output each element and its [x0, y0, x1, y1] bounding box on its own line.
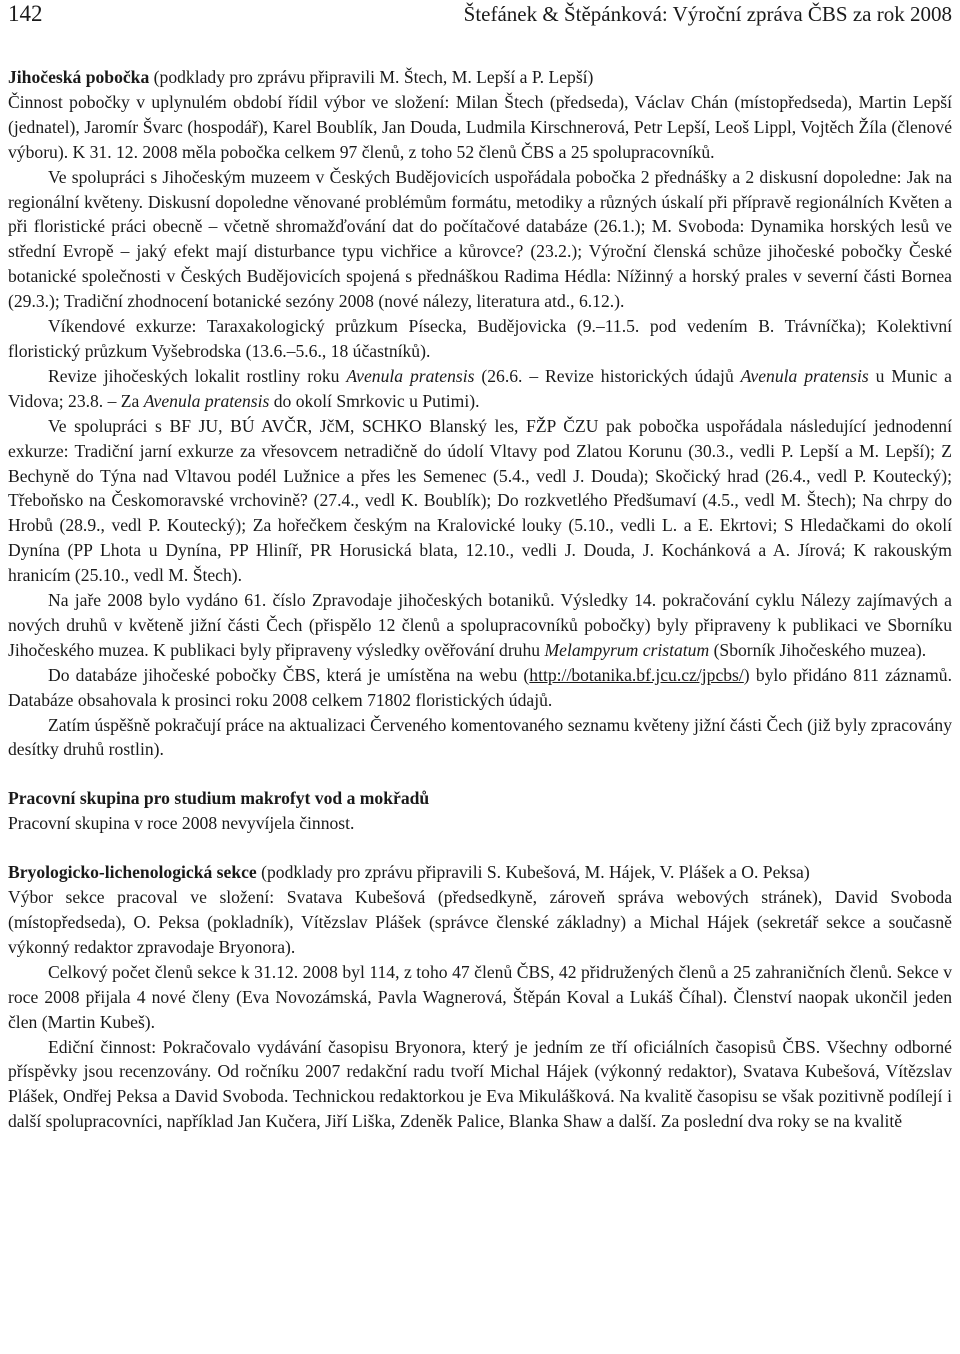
section-makrofyta [8, 786, 952, 836]
text-run: Do databáze jihočeské pobočky ČBS, která je umístěna na webu ( [48, 664, 530, 685]
paragraph: Ve spolupráci s BF JU, BÚ AVČR, JčM, SCHKO Blanský les, FŽP ČZU pak pobočka uspořádala následující jednodenní exkurze: Tradiční jarní exkurze za vřesovcem netradičně do údolí Vltavy pod Zlatou Korunu (30.3., vedli P. Lepší a M. Lepší); Z Bechyně do Týna nad Vltavou podél Lužnice a přes les Semenec (5.4., vedl J. Douda); Skočický hrad (26.4., vedl P. Koutecký); Třeboňsko na Českomoravské vrchovině? (27.4., vedl K. Boublík); Do rozkvetlého Předšumaví (4.5., vedl M. Štech); Na chrpy do Hrobů (28.9., vedl P. Koutecký); Za hořečkem českým na Kralovické louky (5.10., vedli L. a E. Ekrtovi; S Hledačkami do okolí Dynína (PP Lhota u Dynína, PP Hliníř, PR Horusická blata, 12.10., vedli J. Douda, J. Kochánková a A. Jírová; K rakouským hranicím (25.10., vedl M. Štech). [8, 415, 952, 586]
text-run: (26.6. – Revize historických údajů [474, 365, 741, 386]
running-header [8, 0, 952, 28]
paragraph: Pracovní skupina v roce 2008 nevyvíjela činnost. [8, 813, 355, 834]
section-heading: Jihočeská pobočka [8, 67, 150, 87]
paragraph [8, 588, 952, 663]
database-url-link[interactable]: http://botanika.bf.jcu.cz/jpcbs/ [529, 664, 744, 685]
section-heading-note: (podklady pro zprávu připravili M. Štech, M. Lepší a P. Lepší) [149, 67, 594, 87]
species-name: Melampyrum cristatum [544, 639, 710, 660]
section-heading: Bryologicko-lichenologická sekce [8, 862, 257, 883]
species-name: Avenula pratensis [740, 365, 869, 386]
section-bryo [8, 860, 952, 1134]
section-heading-paragraph [8, 65, 952, 90]
page-number: 142 [8, 1, 43, 26]
text-run: Na jaře 2008 bylo vydáno 61. číslo Zpravodaje jihočeských botaniků. Výsledky 14. pokračování cyklu Nálezy zajímavých a nových druhů v květeně jižní části Čech (přispělo 12 členů a spolupracovníků pobočky) byly připraveny k publikaci ve Sborníku Jihočeského muzea. K publikaci byly připraveny výsledky ověřování druhu [8, 590, 952, 660]
text-run: (Sborník Jihočeského muzea). [709, 639, 927, 660]
page-content [8, 65, 952, 1134]
text-run: ) bylo přidáno 811 záznamů. Databáze obsahovala k prosinci roku 2008 celkem 71802 floristických údajů. [8, 664, 952, 710]
section-heading-paragraph [8, 860, 952, 885]
section-heading-paragraph [8, 786, 952, 811]
paragraph: Ve spolupráci s Jihočeským muzeem v Českých Budějovicích uspořádala pobočka 2 přednášky a 2 diskusní dopoledne: Jak na regionální květeny. Diskusní dopoledne věnované problémům formátu, metodiky a různých úskalí při přípravě regionálních Květen a při floristické práci obecně – včetně shromažďování dat do počítačové databáze (26.1.); M. Svoboda: Dynamika horských lesů ve střední Evropě – jaký efekt mají disturbance typu vichřice a kůrovce? (23.2.); Výroční členská schůze jihočeské pobočky České botanické společnosti v Českých Budějovicích spojená s přednáškou Radima Hédla: Nížinný a horský prales v severní části Bornea (29.3.); Tradiční zhodnocení botanické sezóny 2008 (nové nálezy, literatura atd., 6.12.). [8, 166, 952, 312]
paragraph: Výbor sekce pracoval ve složení: Svatava Kubešová (předsedkyně, zároveň správa webových stránek), David Svoboda (místopředseda), O. Peksa (pokladník), Vítězslav Plášek (správce členské základny) a Michal Hájek (sekretář sekce a současně výkonný redaktor zpravodaje Bryonora). [8, 887, 952, 957]
text-run: Revize jihočeských lokalit rostliny roku [48, 365, 347, 386]
paragraph [8, 663, 952, 713]
species-name: Avenula pratensis [346, 365, 475, 386]
section-heading-note: (podklady pro zprávu připravili S. Kubešová, M. Hájek, V. Plášek a O. Peksa) [256, 862, 810, 883]
paragraph [8, 364, 952, 414]
paragraph: Celkový počet členů sekce k 31.12. 2008 byl 114, z toho 47 členů ČBS, 42 přidružených členů a 25 zahraničních členů. Sekce v roce 2008 přijala 4 nové členy (Eva Novozámská, Pavla Wagnerová, Štěpán Koval a Lukáš Číhal). Členství naopak ukončil jeden člen (Martin Kubeš). [8, 961, 952, 1032]
text-run: do okolí Smrkovic u Putimi). [269, 390, 480, 411]
section-jihoceska [8, 65, 952, 762]
text-run: u Munic a Vidova; 23.8. – Za [8, 365, 952, 411]
running-title: Štefánek & Štěpánková: Výroční zpráva ČBS za rok 2008 [463, 2, 952, 26]
section-heading: Pracovní skupina pro studium makrofyt vod a mokřadů [8, 788, 430, 809]
species-name: Avenula pratensis [143, 390, 270, 411]
paragraph: Činnost pobočky v uplynulém období řídil výbor ve složení: Milan Štech (předseda), Václav Chán (místopředseda), Martin Lepší (jednatel), Jaromír Švarc (hospodář), Karel Boublík, Jan Douda, Ludmila Kirschnerová, Petr Lepší, Leoš Lippl, Vojtěch Žíla (členové výboru). K 31. 12. 2008 měla pobočka celkem 97 členů, z toho 52 členů ČBS a 25 spolupracovníků. [8, 91, 952, 162]
paragraph: Ediční činnost: Pokračovalo vydávání časopisu Bryonora, který je jedním ze tří oficiálních časopisů ČBS. Všechny odborné příspěvky jsou recenzovány. Od ročníku 2007 redakční radu tvoří Michal Hájek (výkonný redaktor), Svatava Kubešová, Vítězslav Plášek, Ondřej Peksa a David Svoboda. Technickou redaktorkou je Eva Mikulášková. Na kvalitě časopisu se však pozitivně podílejí i další spolupracovníci, například Jan Kučera, Jiří Liška, Zdeněk Palice, Blanka Shaw a další. Za poslední dva roky se na kvalitě [8, 1036, 952, 1132]
paragraph: Zatím úspěšně pokračují práce na aktualizaci Červeného komentovaného seznamu květeny jižní části Čech (již byly zpracovány desítky druhů rostlin). [8, 714, 952, 760]
paragraph: Víkendové exkurze: Taraxakologický průzkum Písecka, Budějovicka (9.–11.5. pod vedením B. Trávníčka); Kolektivní floristický průzkum Vyšebrodska (13.6.–5.6., 18 účastníků). [8, 316, 952, 361]
